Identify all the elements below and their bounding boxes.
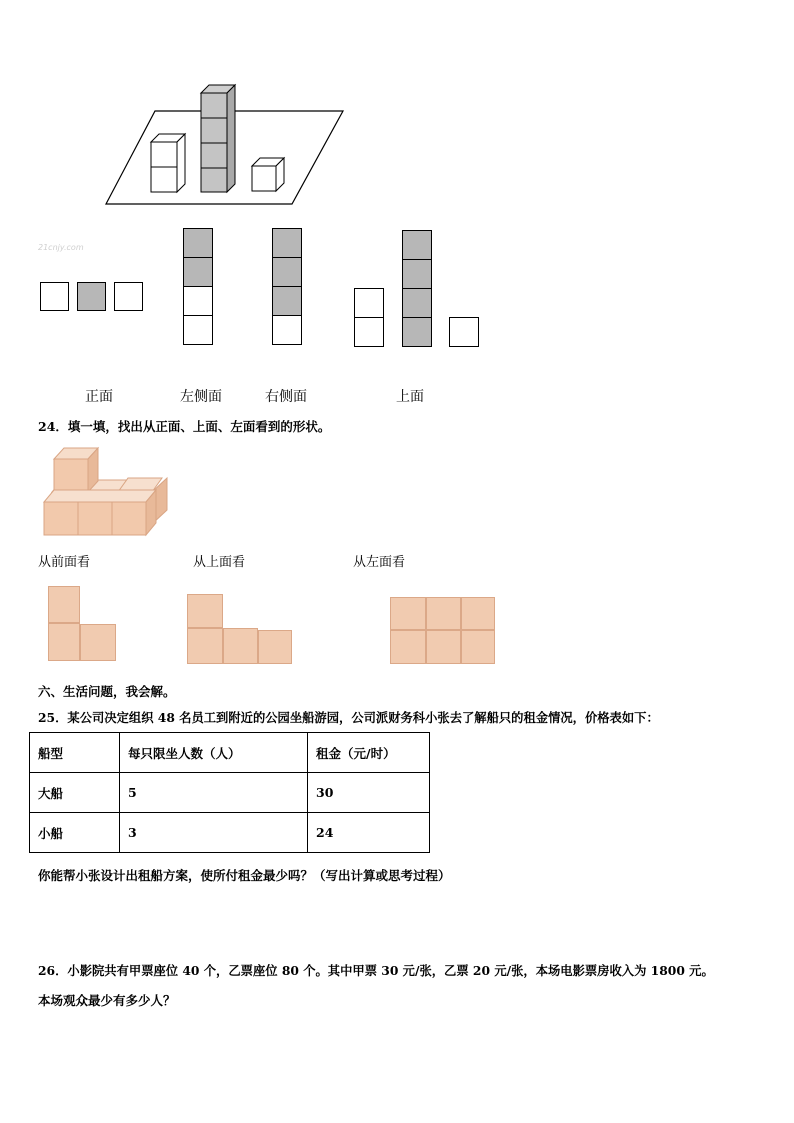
table-header-cell: 每只限坐人数（人） — [120, 733, 308, 773]
question-25-prompt: 你能帮小张设计出租船方案，使所付租金最少吗？（写出计算或思考过程） — [38, 868, 451, 883]
tan-square — [426, 630, 461, 664]
boat-price-table — [29, 732, 430, 853]
cube-stack-figure — [40, 444, 172, 538]
view-label-right: 右侧面 — [265, 389, 307, 405]
left-view-square — [183, 315, 213, 345]
tan-square — [426, 597, 461, 630]
table-cell: 5 — [120, 773, 308, 813]
right-view-square — [272, 257, 302, 287]
top-view-square — [354, 317, 384, 347]
tan-square — [390, 630, 426, 664]
view-label-front: 正面 — [85, 389, 113, 405]
tan-square — [187, 594, 223, 628]
view-label-from-left: 从左面看 — [353, 555, 406, 570]
blocks-on-plane-figure — [100, 82, 350, 208]
table-cell: 3 — [120, 813, 308, 853]
table-row — [30, 813, 430, 853]
watermark: 21cnjy.com — [38, 243, 84, 252]
question-26-line1: 26．小影院共有甲票座位 40 个，乙票座位 80 个。其中甲票 30 元/张，乙票 20 元/张，本场电影票房收入为 1800 元。 — [38, 963, 714, 978]
left-view-square — [183, 257, 213, 287]
top-view-square — [402, 317, 432, 347]
question-24: 24．填一填，找出从正面、上面、左面看到的形状。 — [38, 419, 331, 434]
view-label-from-top: 从上面看 — [193, 555, 246, 570]
front-view-square — [77, 282, 106, 311]
right-view-square — [272, 286, 302, 316]
table-cell: 大船 — [30, 773, 120, 813]
table-header-row — [30, 733, 430, 773]
tan-square — [461, 630, 495, 664]
front-view-square — [40, 282, 69, 311]
top-view-square — [402, 288, 432, 318]
tan-square — [80, 624, 116, 661]
question-26-line2: 本场观众最少有多少人？ — [38, 993, 176, 1008]
tan-square — [461, 597, 495, 630]
left-view-square — [183, 286, 213, 316]
tan-square — [48, 623, 80, 661]
right-view-square — [272, 315, 302, 345]
table-header-cell: 租金（元/时） — [308, 733, 430, 773]
table-header-cell: 船型 — [30, 733, 120, 773]
top-view-square — [449, 317, 479, 347]
tan-square — [223, 628, 258, 664]
tan-square — [390, 597, 426, 630]
top-view-square — [354, 288, 384, 318]
tan-square — [187, 628, 223, 664]
view-label-top: 上面 — [396, 389, 424, 405]
view-label-left: 左侧面 — [180, 389, 222, 405]
right-view-square — [272, 228, 302, 258]
top-view-square — [402, 259, 432, 289]
table-cell: 24 — [308, 813, 430, 853]
top-view-square — [402, 230, 432, 260]
tan-square — [258, 630, 292, 664]
left-view-square — [183, 228, 213, 258]
question-25: 25．某公司决定组织 48 名员工到附近的公园坐船游园，公司派财务科小张去了解船只的租金情况，价格表如下： — [38, 710, 659, 725]
tan-square — [48, 586, 80, 623]
view-label-from-front: 从前面看 — [38, 555, 91, 570]
section-six-title: 六、生活问题，我会解。 — [38, 684, 176, 699]
table-row — [30, 773, 430, 813]
table-cell: 小船 — [30, 813, 120, 853]
table-cell: 30 — [308, 773, 430, 813]
front-view-square — [114, 282, 143, 311]
